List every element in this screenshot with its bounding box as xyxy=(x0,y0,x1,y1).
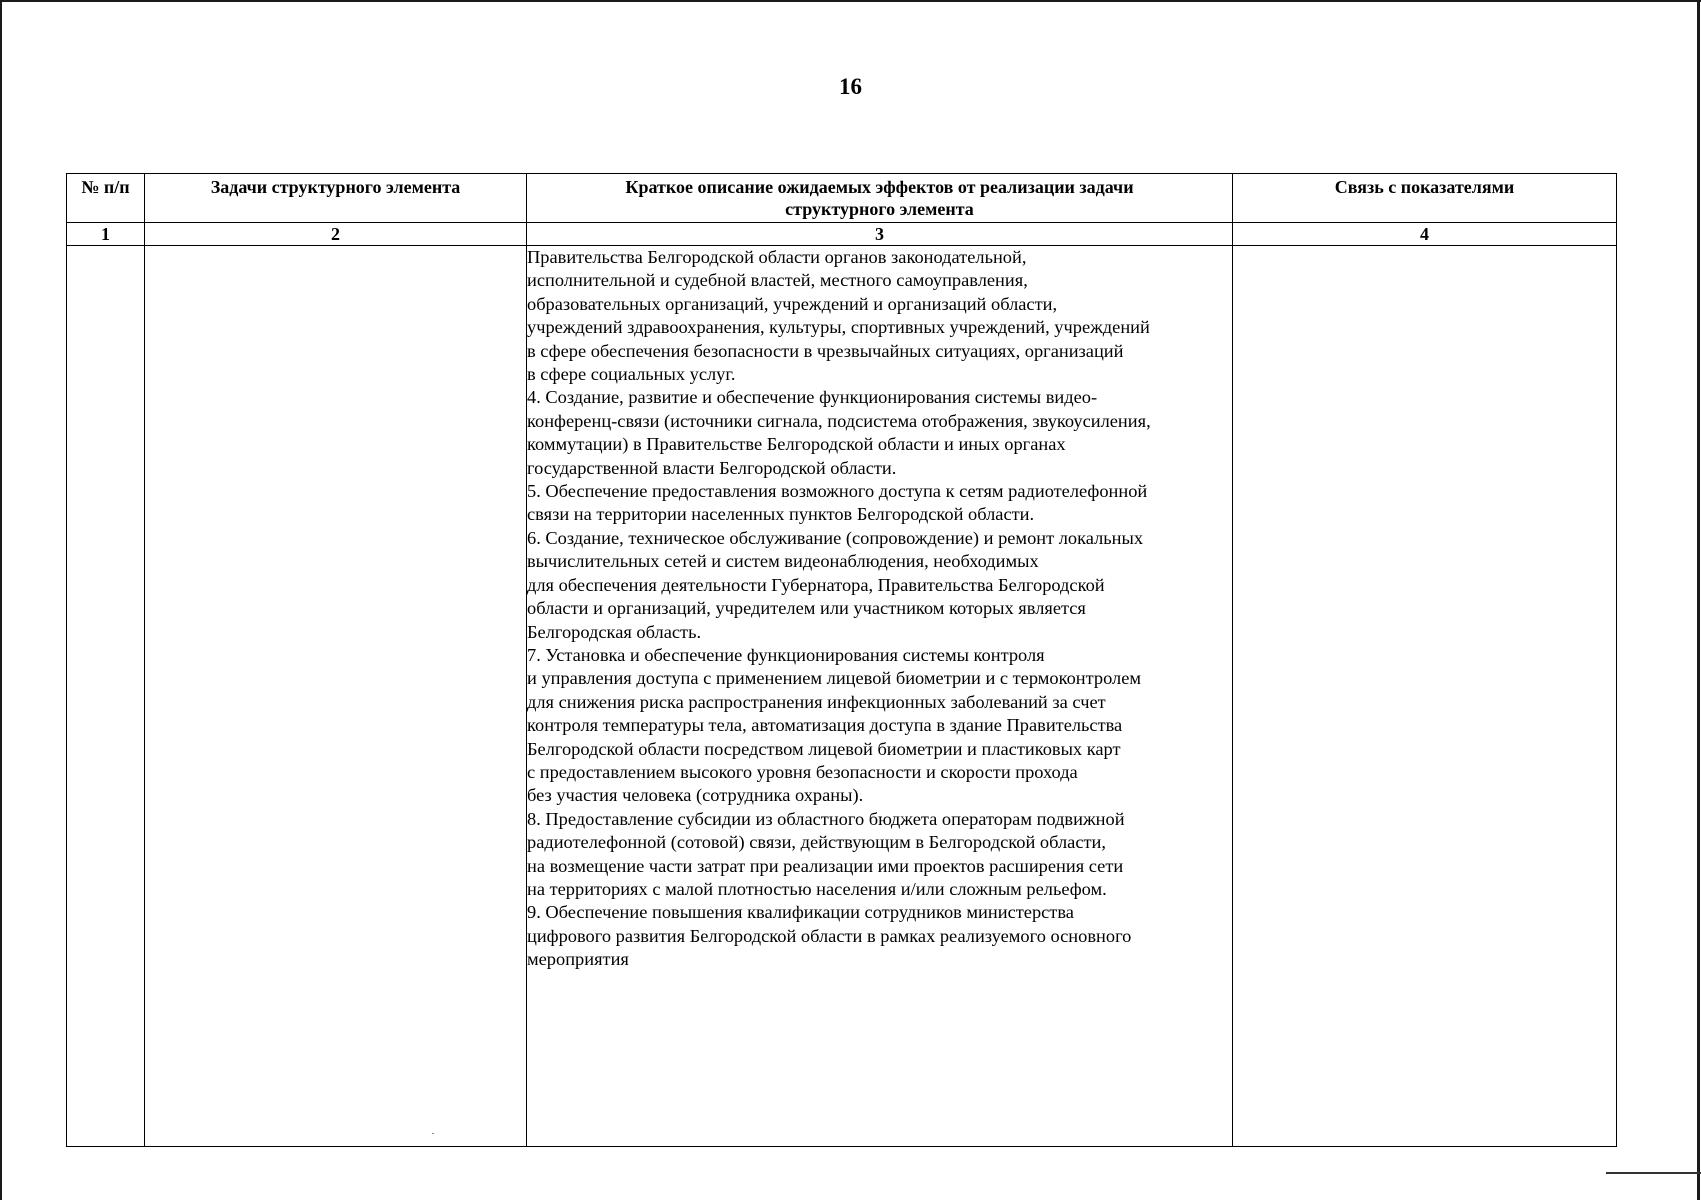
scan-speck xyxy=(432,1133,434,1134)
column-number-2: 2 xyxy=(145,223,527,246)
effects-text-line: вычислительных сетей и систем видеонаблюдения, необходимых xyxy=(527,551,1039,572)
effects-text-line: государственной власти Белгородской области. xyxy=(527,457,897,478)
header-number: № п/п xyxy=(67,174,145,223)
cell-effects-description xyxy=(527,246,1233,1147)
cell-indicators-link xyxy=(1233,246,1617,1147)
effects-text-line: учреждений здравоохранения, культуры, спортивных учреждений, учреждений xyxy=(527,317,1150,338)
effects-text-line: контроля температуры тела, автоматизация доступа в здание Правительства xyxy=(527,715,1123,736)
effects-text-line: коммутации) в Правительстве Белгородской области и иных органах xyxy=(527,434,1066,455)
effects-text-line: Белгородская область. xyxy=(527,621,702,642)
effects-text-line: исполнительной и судебной властей, местного самоуправления, xyxy=(527,270,1028,291)
effects-text-line: с предоставлением высокого уровня безопасности и скорости прохода xyxy=(527,761,1078,782)
table-header-row xyxy=(67,174,1617,223)
effects-text-line: 7. Установка и обеспечение функционирования системы контроля xyxy=(527,644,1045,665)
effects-text-line: образовательных организаций, учреждений и организаций области, xyxy=(527,293,1058,314)
scan-border-right xyxy=(1697,0,1700,1200)
effects-text-line: 9. Обеспечение повышения квалификации сотрудников министерства xyxy=(527,902,1074,923)
effects-text-line: конференц-связи (источники сигнала, подсистема отображения, звукоусиления, xyxy=(527,410,1151,431)
header-tasks: Задачи структурного элемента xyxy=(145,174,527,223)
column-number-3: 3 xyxy=(527,223,1233,246)
effects-text-line: связи на территории населенных пунктов Белгородской области. xyxy=(527,504,1035,525)
column-number-1: 1 xyxy=(67,223,145,246)
effects-text-line: 5. Обеспечение предоставления возможного доступа к сетям радиотелефонной xyxy=(527,481,1148,502)
effects-text-line: 8. Предоставление субсидии из областного бюджета операторам подвижной xyxy=(527,808,1125,829)
effects-text-line: на возмещение части затрат при реализации ими проектов расширения сети xyxy=(527,855,1124,876)
effects-text-line: 4. Создание, развитие и обеспечение функционирования системы видео- xyxy=(527,387,1098,408)
effects-text-line: в сфере социальных услуг. xyxy=(527,364,736,385)
scan-border-top xyxy=(0,0,1701,2)
column-number-4: 4 xyxy=(1233,223,1617,246)
cell-number xyxy=(67,246,145,1147)
effects-text-line: без участия человека (сотрудника охраны). xyxy=(527,785,864,806)
effects-text-line: для обеспечения деятельности Губернатора, Правительства Белгородской xyxy=(527,574,1105,595)
effects-text-line: для снижения риска распространения инфекционных заболеваний за счет xyxy=(527,691,1106,712)
column-number-row xyxy=(67,223,1617,246)
effects-text-line: мероприятия xyxy=(527,949,629,970)
effects-text-line: 6. Создание, техническое обслуживание (сопровождение) и ремонт локальных xyxy=(527,527,1144,548)
structural-element-table xyxy=(66,173,1617,1147)
effects-text-block xyxy=(527,246,1232,972)
effects-text-line: цифрового развития Белгородской области в рамках реализуемого основного xyxy=(527,925,1132,946)
effects-text-line: на территориях с малой плотностью населения и/или сложным рельефом. xyxy=(527,878,1107,899)
effects-text-line: Белгородской области посредством лицевой биометрии и пластиковых карт xyxy=(527,738,1121,759)
scan-border-left xyxy=(0,0,2,1200)
effects-text-line: и управления доступа с применением лицевой биометрии и с термоконтролем xyxy=(527,668,1142,689)
page-number: 16 xyxy=(839,74,862,99)
scan-footer-mark xyxy=(1606,1172,1701,1174)
effects-text-line: области и организаций, учредителем или участником которых является xyxy=(527,598,1086,619)
table-row xyxy=(67,246,1617,1147)
effects-text-line: в сфере обеспечения безопасности в чрезвычайных ситуациях, организаций xyxy=(527,340,1124,361)
effects-text-line: радиотелефонной (сотовой) связи, действующим в Белгородской области, xyxy=(527,832,1106,853)
header-effects-description: Краткое описание ожидаемых эффектов от реализации задачи структурного элемента xyxy=(527,174,1233,223)
cell-tasks xyxy=(145,246,527,1147)
effects-text-line: Правительства Белгородской области органов законодательной, xyxy=(527,247,1027,267)
header-indicators-link: Связь с показателями xyxy=(1233,174,1617,223)
